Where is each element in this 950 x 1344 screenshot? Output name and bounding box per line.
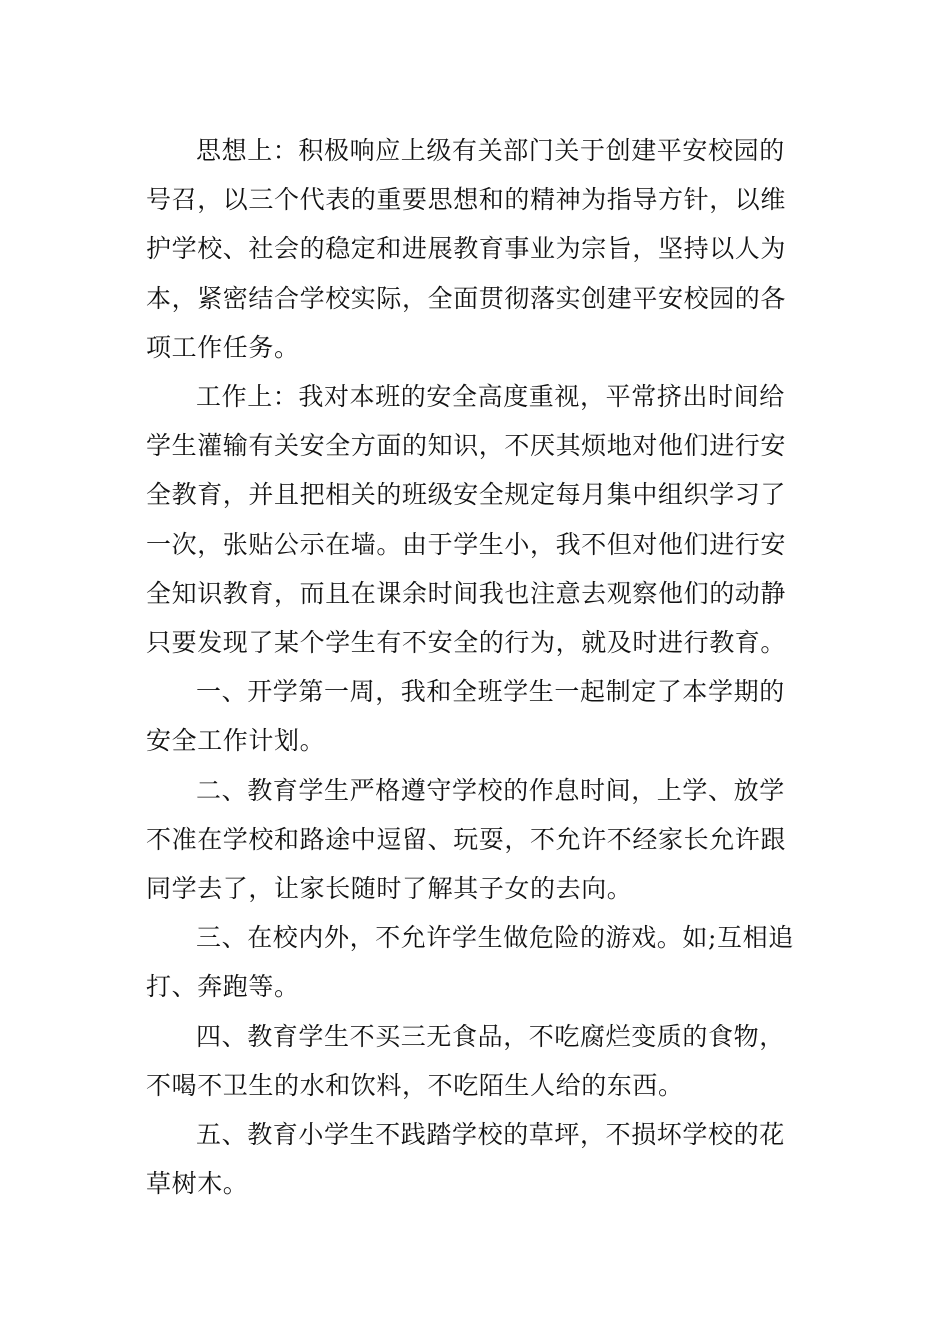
- paragraph-line: 草树木。: [146, 1169, 249, 1199]
- paragraph-line: 同学去了，让家长随时了解其子女的去向。: [146, 874, 633, 904]
- paragraph-item-3: [146, 913, 810, 1011]
- paragraph-line: 号召，以三个代表的重要思想和的精神为指导方针，以维: [146, 185, 787, 215]
- paragraph-item-1: [146, 667, 810, 765]
- paragraph-item-4: [146, 1012, 810, 1110]
- paragraph-line: 五、教育小学生不践踏学校的草坪，不损坏学校的花: [196, 1120, 785, 1150]
- paragraph-line: 打、奔跑等。: [146, 972, 300, 1002]
- paragraph-line: 一、开学第一周，我和全班学生一起制定了本学期的: [196, 677, 785, 707]
- paragraph-line: 思想上：积极响应上级有关部门关于创建平安校园的: [196, 136, 785, 165]
- paragraph-line: 本，紧密结合学校实际，全面贯彻落实创建平安校园的各: [146, 283, 787, 313]
- paragraph-line: 项工作任务。: [146, 332, 300, 362]
- paragraph-line: 安全工作计划。: [146, 726, 326, 756]
- paragraph-item-2: [146, 766, 810, 914]
- paragraph-line: 全知识教育，而且在课余时间我也注意去观察他们的动静: [146, 578, 787, 608]
- paragraph-line: 学生灌输有关安全方面的知识，不厌其烦地对他们进行安: [146, 431, 787, 461]
- paragraph-work: [146, 372, 810, 667]
- paragraph-line: 不喝不卫生的水和饮料，不吃陌生人给的东西。: [146, 1070, 684, 1100]
- paragraph-line: 三、在校内外，不允许学生做危险的游戏。如;互相追: [196, 923, 794, 953]
- paragraph-line: 四、教育学生不买三无食品，不吃腐烂变质的食物，: [196, 1021, 785, 1051]
- paragraph-line: 护学校、社会的稳定和进展教育事业为宗旨，坚持以人为: [146, 234, 787, 264]
- paragraph-line: 工作上：我对本班的安全高度重视，平常挤出时间给: [196, 382, 785, 412]
- paragraph-line: 二、教育学生严格遵守学校的作息时间，上学、放学: [196, 775, 785, 805]
- paragraph-line: 不准在学校和路途中逗留、玩耍，不允许不经家长允许跟: [146, 824, 787, 854]
- paragraph-line: 一次，张贴公示在墙。由于学生小，我不但对他们进行安: [146, 529, 787, 559]
- paragraph-thinking: [146, 126, 810, 372]
- paragraph-item-5: [146, 1110, 810, 1208]
- paragraph-line: 全教育，并且把相关的班级安全规定每月集中组织学习了: [146, 480, 787, 510]
- paragraph-line: 只要发现了某个学生有不安全的行为，就及时进行教育。: [146, 628, 787, 658]
- document-page: [146, 126, 810, 1208]
